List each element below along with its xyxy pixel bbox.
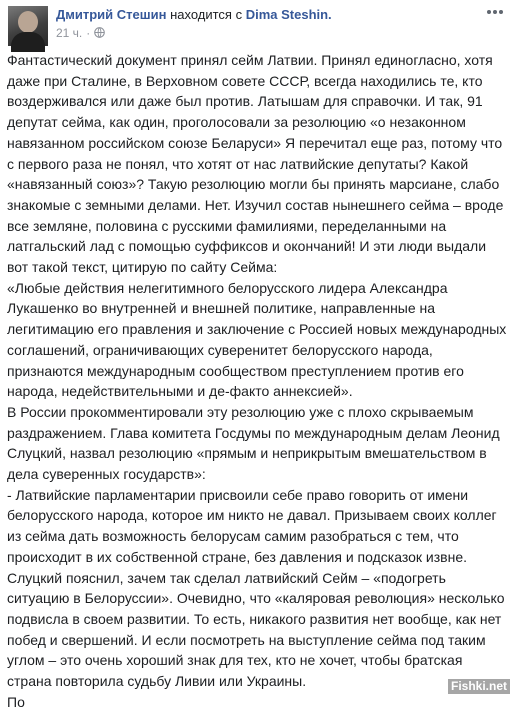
watermark: Fishki.net [448,679,510,694]
avatar[interactable] [8,6,48,46]
globe-icon [94,27,105,38]
paragraph-cutoff: По [7,693,25,710]
post-header [8,4,508,46]
post-meta [56,26,105,41]
status-text: находится с [170,7,243,22]
meta-separator: · [86,26,91,40]
author-name[interactable]: Дмитрий Стешин [56,7,167,22]
paragraph-quote: «Любые действия нелегитимного белорусского лидера Александра Лукашенко во внутренней и внешней политике, направленные на легитимацию его правления и заключение с Россией новых международных соглашений, ограничивающих суверенитет белорусского народа, признаются международным сообществом преступлением против его народа, недействительными и де-факто аннексией». [7,279,507,400]
post-text [7,50,507,713]
header-line [56,7,332,23]
more-options-icon[interactable] [484,5,506,19]
paragraph-intro: Фантастический документ принял сейм Латвии. Принял единогласно, хотя даже при Сталине, в Верховном совете СССР, всегда находились те, кто воздерживался или даже был против. Латышам для справочки. И так, 91 депутат сейма, как один, проголосовали за резолюцию «о незаконном навязанном российском союзе Беларуси» Я перечитал еще раз, потому что с первого раза не понял, что хотят от нас латвийские депутаты? Какой «навязанный союз»? Такую резолюцию могли бы принять марсиане, слабо знакомые с земными делами. Нет. Изучил состав нынешнего сейма – вроде все земляне, половина с русскими фамилиями, переделанными на латгальский лад с помощью суффиксов и окончаний! И эти люди выдали вот такой текст, цитирую по сайту Сейма: [7,52,504,276]
timestamp[interactable]: 21 ч. [56,26,83,40]
tagged-person[interactable]: Dima Steshin. [245,7,332,22]
paragraph-explanation: Слуцкий пояснил, зачем так сделал латвийский Сейм – «подогреть ситуацию в Белоруссии». Очевидно, что «каляровая революция» несколько подвисла в своем развитии. То есть, никакого развития нет вообще, как нет побед и свершений. И если посмотреть на выступление сейма под таким углом – это очень хороший знак для тех, кто не хочет, чтобы братская страна повторила судьбу Ливии или Украины. [7,569,505,690]
paragraph-slutsky-quote: - Латвийские парламентарии присвоили себе право говорить от имени белорусского народа, которое им никто не давал. Призываем своих коллег из сейма дать возможность белорусам самим разобраться с тем, что происходит в их собственной стране, без давления и подсказок извне. [7,486,497,565]
paragraph-reaction: В России прокомментировали эту резолюцию уже с плохо скрываемым раздражением. Глава комитета Госдумы по международным делам Леонид Слуцкий, назвал резолюцию «прямым и неприкрытым вмешательством в дела суверенных государств»: [7,403,500,483]
